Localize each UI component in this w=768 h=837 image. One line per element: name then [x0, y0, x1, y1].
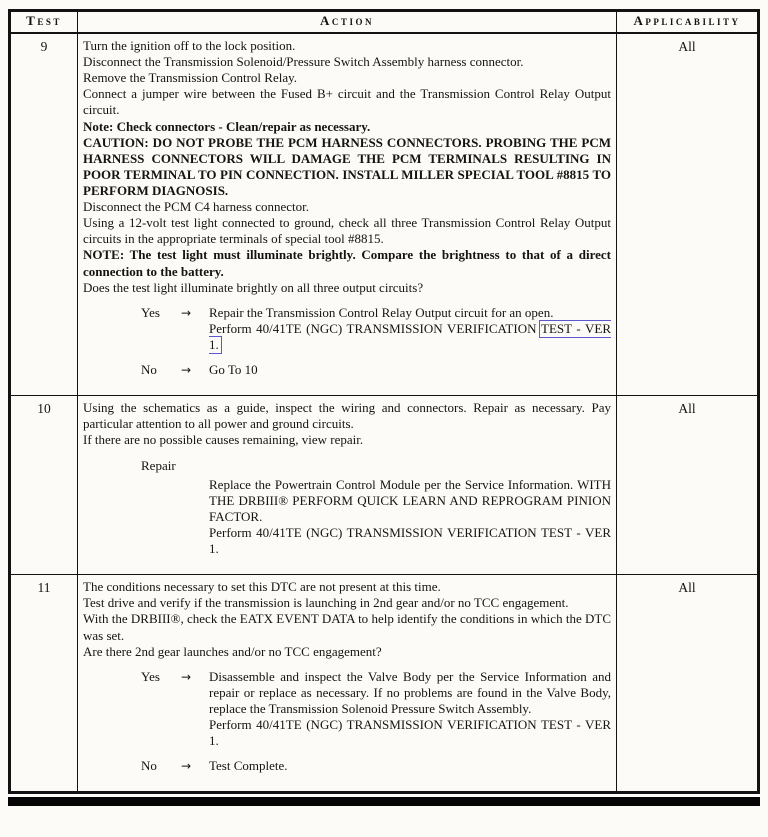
- action-paragraph: Remove the Transmission Control Relay.: [83, 70, 298, 86]
- decision-block: [141, 305, 611, 353]
- decision-text: [209, 758, 611, 774]
- decision-segment: Perform 40/41TE (NGC) TRANSMISSION VERIFICATION: [209, 320, 542, 336]
- decision-segment: Perform 40/41TE (NGC) TRANSMISSION VERIFICATION TEST - VER 1.: [209, 524, 611, 557]
- test-number-cell: [10, 33, 78, 396]
- header-test: Test: [10, 11, 78, 34]
- table-row: [10, 575, 759, 793]
- action-cell: [78, 396, 617, 575]
- applicability-cell: [617, 575, 759, 793]
- table-row: [10, 33, 759, 396]
- decision-line: [209, 477, 611, 525]
- decision-segment: Test Complete.: [209, 758, 288, 774]
- test-number: 9: [40, 39, 48, 54]
- decision-segment: Go To 10: [209, 362, 258, 378]
- action-paragraph: Using the schematics as a guide, inspect the wiring and connectors. Repair as necessary. Pay particular attention to all power and ground circuits.: [83, 400, 611, 432]
- decision-segment: Perform 40/41TE (NGC) TRANSMISSION VERIFICATION TEST - VER 1.: [209, 717, 611, 749]
- action-paragraph: Connect a jumper wire between the Fused B+ circuit and the Transmission Control Relay Output circuit.: [83, 86, 611, 118]
- diagnostic-test-table: [8, 9, 760, 794]
- decision-text: [209, 669, 611, 750]
- decision-line: [209, 321, 611, 353]
- action-paragraph: With the DRBIII®, check the EATX EVENT DATA to help identify the conditions in which the DTC was set.: [83, 611, 611, 643]
- action-paragraph: Using a 12-volt test light connected to ground, check all three Transmission Control Relay Output circuits in the appropriate terminals of special tool #8815.: [83, 215, 611, 247]
- action-paragraph: Turn the ignition off to the lock position.: [83, 38, 296, 53]
- page-bottom-rule: [8, 797, 760, 806]
- decision-block: [141, 362, 611, 378]
- applicability-value: All: [678, 401, 696, 417]
- action-paragraph: The conditions necessary to set this DTC are not present at this time.: [83, 579, 441, 595]
- action-paragraph: Disconnect the Transmission Solenoid/Pressure Switch Assembly harness connector.: [83, 54, 524, 70]
- decision-text: [209, 362, 611, 378]
- decision-text: [209, 305, 611, 353]
- action-paragraph: Does the test light illuminate brightly on all three output circuits?: [83, 279, 424, 295]
- applicability-value: All: [678, 39, 696, 54]
- table-body: [10, 33, 759, 793]
- table-row: [10, 396, 759, 575]
- decision-label: Yes: [141, 668, 160, 684]
- action-cell: [78, 575, 617, 793]
- action-cell: [78, 33, 617, 396]
- decision-segment: Repair the Transmission Control Relay Output circuit for an open.: [209, 304, 554, 320]
- action-paragraph: Note: Check connectors - Clean/repair as necessary.: [83, 118, 371, 134]
- decision-label: No: [141, 362, 157, 378]
- action-paragraph: Disconnect the PCM C4 harness connector.: [83, 199, 310, 215]
- test-number: 10: [37, 401, 51, 417]
- arrow-icon: →: [181, 305, 192, 320]
- arrow-icon: →: [181, 669, 192, 684]
- decision-label: Yes: [141, 304, 160, 320]
- decision-text: [209, 477, 611, 558]
- arrow-icon: →: [181, 759, 192, 774]
- decision-line: [209, 758, 611, 774]
- test-number-cell: [10, 575, 78, 793]
- decision-line: [209, 669, 611, 717]
- test-number-cell: [10, 396, 78, 575]
- decision-line: [209, 362, 611, 378]
- header-action: Action: [78, 11, 617, 34]
- action-paragraph: CAUTION: DO NOT PROBE THE PCM HARNESS CONNECTORS. PROBING THE PCM HARNESS CONNECTORS WILL DAMAGE THE PCM TERMINALS RESULTING IN POOR TERMINAL TO PIN CONNECTION. INSTALL MILLER SPECIAL TOOL #8815 TO PERFORM DIAGNOSIS.: [83, 134, 611, 198]
- header-applicability: Applicability: [617, 11, 759, 34]
- decision-label: Repair: [141, 457, 176, 473]
- decision-block: [141, 758, 611, 774]
- decision-block: [141, 458, 611, 558]
- action-paragraph: NOTE: The test light must illuminate brightly. Compare the brightness to that of a direct connection to the battery.: [83, 247, 611, 279]
- action-paragraph: Test drive and verify if the transmission is launching in 2nd gear and/or no TCC engagement.: [83, 595, 569, 611]
- action-paragraph: If there are no possible causes remaining, view repair.: [83, 432, 364, 448]
- table-header-row: [10, 11, 759, 34]
- test-number: 11: [37, 580, 51, 596]
- decision-line: [209, 305, 611, 321]
- decision-line: [209, 717, 611, 749]
- decision-block: [141, 669, 611, 750]
- applicability-cell: [617, 33, 759, 396]
- decision-line: [209, 525, 611, 557]
- decision-segment: Disassemble and inspect the Valve Body per the Service Information and repair or replace as necessary. If no problems are found in the Valve Body, replace the Transmission Solenoid Pressure Switch Assembly.: [209, 668, 611, 716]
- verification-test-link[interactable]: TEST - VER 1.: [209, 320, 611, 352]
- decision-segment: Replace the Powertrain Control Module per the Service Information. WITH THE DRBIII® PERFORM QUICK LEARN AND REPROGRAM PINION FACTOR.: [209, 476, 611, 524]
- arrow-icon: →: [181, 363, 192, 378]
- applicability-value: All: [678, 580, 696, 596]
- applicability-cell: [617, 396, 759, 575]
- decision-label: No: [141, 758, 157, 774]
- action-paragraph: Are there 2nd gear launches and/or no TCC engagement?: [83, 643, 382, 659]
